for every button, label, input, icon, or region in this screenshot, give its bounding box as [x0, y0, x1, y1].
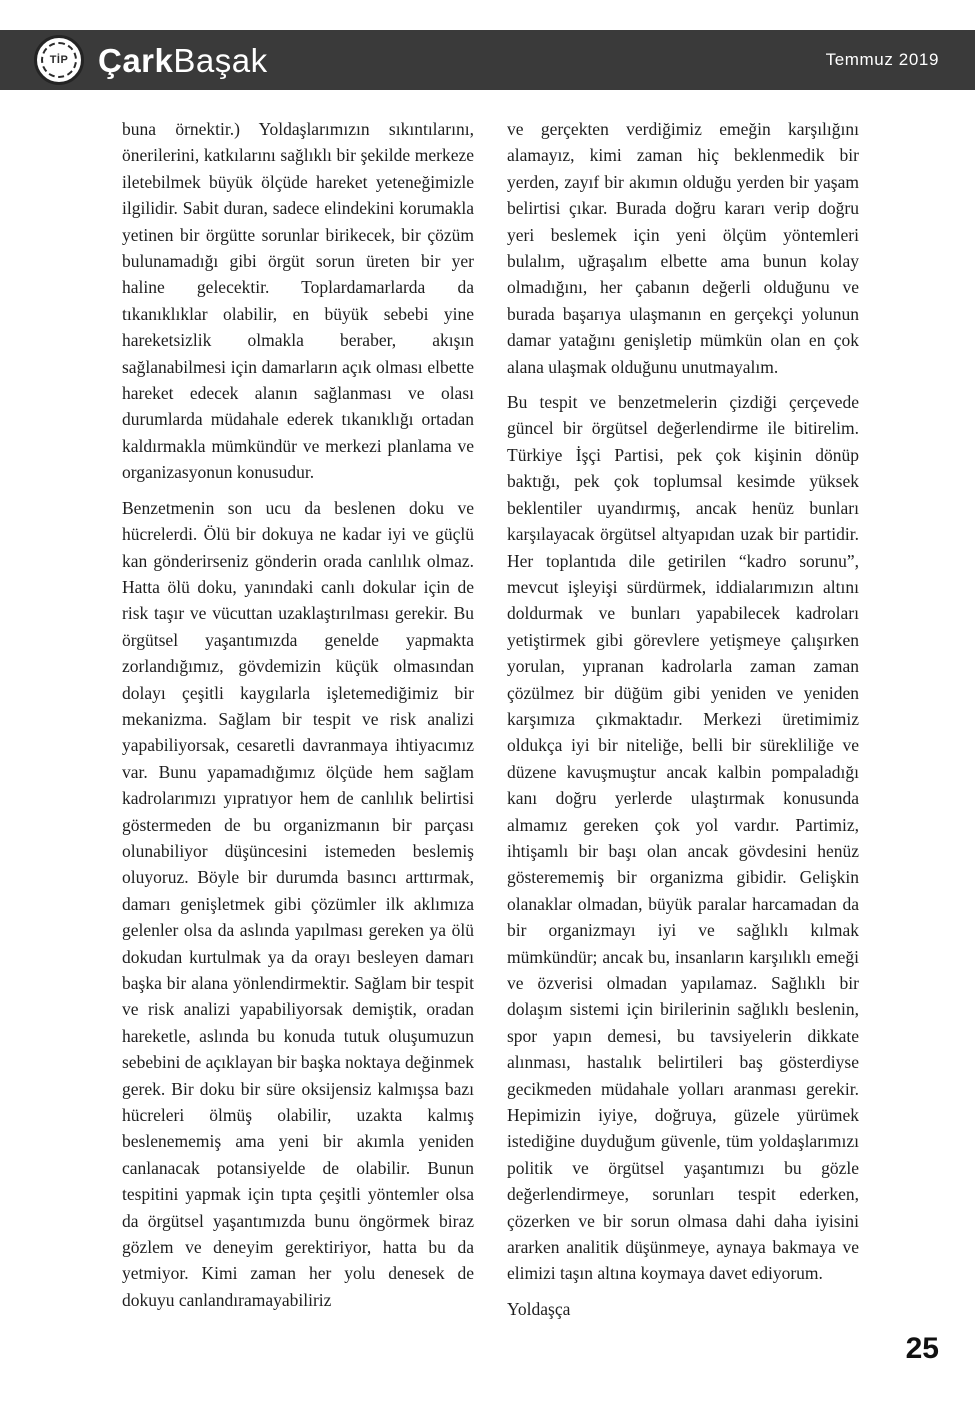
- paragraph: buna örnektir.) Yoldaşlarımızın sıkıntılarını, önerilerini, katkılarını sağlıklı bir şekilde merkeze iletebilmek büyük ölçüde hareket yeteneğimizle ilgilidir. Sabit duran, sadece elindekini korumakla yetinen bir örgütte sorunlar birikecek, bir çözüm bulunamadığı gibi örgüt sorun üreten bir yer haline gelecektir. Toplardamarlarda da tıkanıklıklar olabilir, en büyük sebebi yine hareketsizlik olmakla beraber, akışın sağlanabilmesi için damarların açık olması elbette hareket edecek alanın sağlanması ve olası durumlarda müdahale ederek tıkanıklığı ortadan kaldırmakla mümkündür ve merkezi planlama ve organizasyonun konusudur.: [122, 119, 474, 483]
- tip-logo-text: TİP: [41, 42, 77, 78]
- magazine-title-light: Başak: [173, 41, 268, 79]
- magazine-title: [98, 41, 268, 79]
- masthead: [34, 35, 268, 85]
- header-bar: [0, 30, 975, 90]
- issue-date: Temmuz 2019: [825, 50, 939, 69]
- signature: Yoldaşça: [507, 1298, 571, 1319]
- left-column: [122, 116, 474, 1331]
- paragraph: Benzetmenin son ucu da beslenen doku ve hücrelerdi. Ölü bir dokuya ne kadar iyi ve güçlü kan gönderirseniz gönderin orada canlılık olmaz. Hatta ölü doku, yanındaki canlı dokular için de risk taşır ve vücuttan uzaklaştırılması gerekir. Bu örgütsel yaşantımızda genelde yapmakta zorlandığımız, gövdemizin küçük olmasından dolayı çeşitli kaygılarla işletemediğimiz bir mekanizma. Sağlam bir tespit ve risk analizi yapabiliyorsak, cesaretli davranmaya ihtiyacımız var. Bunu yapamadığımız ölçüde hem sağlam kadrolarımızı yıpratıyor hem de canlılık belirtisi göstermeden de bu organizmanın bir parçası olunabiliyor düşüncesini istemeden beslemiş oluyoruz. Böyle bir durumda basıncı arttırmak, damarı genişletmek gibi çözümler ilk aklımıza gelenler olsa da aslında yapılması gereken ya ölü dokudan kurtulmak ya da orayı besleyen damarı başka bir alana yönlendirmektir. Sağlam bir tespit ve risk analizi yapabiliyorsak demiştik, oradan hareketle, aslında bu konuda tutuk oluşumuzun sebebini de açıklayan bir başka noktaya değinmek gerek. Bir doku bir süre oksijensiz kalmışsa bazı hücreleri ölmüş olabilir, uzakta kalmış beslenememiş ama yeni bir akımla yeniden canlanacak potansiyelde de olabilir. Bunun tespitini yapmak için tıpta çeşitli yöntemler olsa da örgütsel yaşantımızda bunu öngörmek biraz gözlem ve deneyim gerektiriyor, hatta bu da yetmiyor. Kimi zaman her yolu denesek de dokuyu canlandıramayabiliriz: [122, 497, 474, 1310]
- article-body: [122, 116, 859, 1331]
- paragraph: ve gerçekten verdiğimiz emeğin karşılığını alamayız, kimi zaman hiç beklenmedik bir yerden, zayıf bir akımın olduğu yerden bir yaşam belirtisi çıkar. Burada doğru kararı verip doğru yeri beslemek için yeni ölçüm yöntemleri bulalım, uğraşalım elbette ama bunun kolay olmadığını, her çabanın değerli olduğunu ve burada başarıya ulaşmanın en gerçekçi yolunun damar yatağını genişletip mümkün olan en çok alana ulaşmak olduğunu unutmayalım.: [507, 119, 859, 377]
- magazine-title-bold: Çark: [98, 41, 174, 79]
- paragraph: Bu tespit ve benzetmelerin çizdiği çerçevede güncel bir örgütsel değerlendirme ile bitirelim. Türkiye İşçi Partisi, pek çok kişinin dönüp baktığı, pek çok toplumsal kesimde yüksek beklentiler uyandırmış, ancak henüz bunları karşılayacak örgütsel altyapıdan uzak bir partidir. Her toplantıda dile getirilen “kadro sorunu”, mevcut işleyişi sürdürmek, iddialarımızın altını doldurmak ve bunları yapabilecek kadroları yetiştirmek gibi görevlere yetişmeye çalışırken yorulan, yıpranan kadrolarla zaman zaman çözülmez bir düğüm gibi yeniden ve yeniden karşımıza çıkmaktadır. Merkezi üretimimiz oldukça iyi bir niteliğe, belli bir sürekliliğe ve düzene kavuşmuştur ancak kalbin pompaladığı kanı doğru yerlerde ulaştırmak konusunda almamız gereken çok yol vardır. Partimiz, ihtişamlı bir başı olan ancak gövdesini henüz gösterememiş bir organizma gibidir. Gelişkin olanaklar olmadan, büyük paralar harcamadan da bir organizmayı iyi ve sağlıklı kılmak mümkündür; ancak bu, insanların karşılıklı emeği ve özverisi olmadan yapılamaz. Sağlıklı bir dolaşım sistemi için birilerinin sağlıklı beslenin, spor yapın demesi, bu tavsiyelerin dikkate alınması, hastalık belirtileri baş gösterdiyse gecikmeden müdahale yolları aranması gerekir. Hepimizin iyiye, doğruya, güzele yürümek istediğine duyduğum güvenle, tüm yoldaşlarımızı politik ve örgütsel yaşantımızı bu gözle değerlendirmeye, sorunları tespit ederken, çözerken ve bir sorun olmasa dahi daha iyisini ararken analitik düşünmeye, aynaya bakmaya ve elimizi taşın altına koymaya davet ediyorum.: [507, 392, 859, 1284]
- tip-logo-icon: [34, 35, 84, 85]
- right-column: [507, 116, 859, 1331]
- page-number: 25: [905, 1332, 939, 1365]
